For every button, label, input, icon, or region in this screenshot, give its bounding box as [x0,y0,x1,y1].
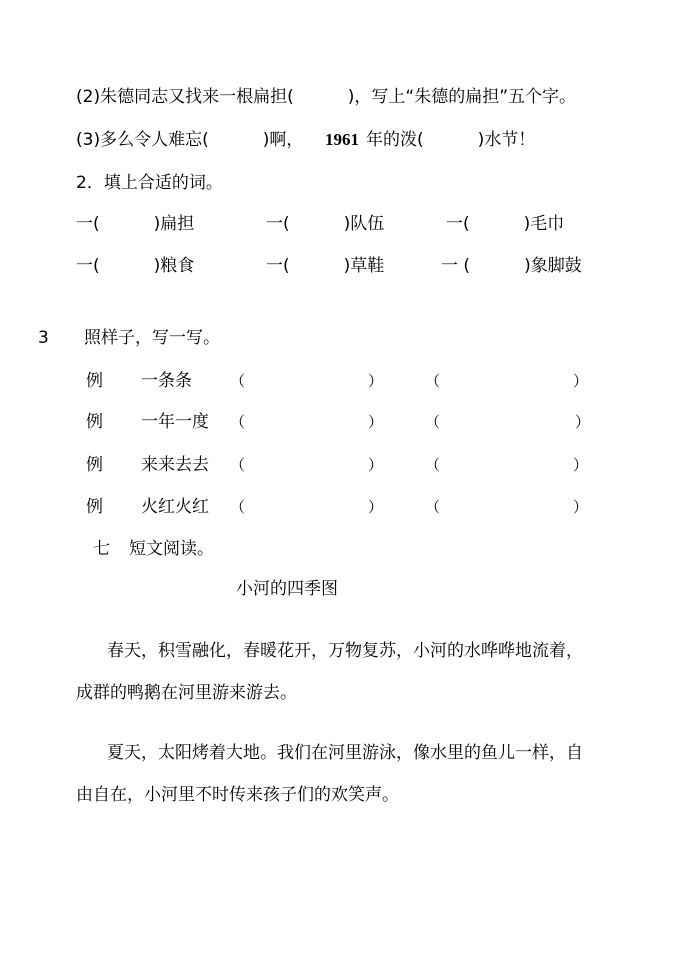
q3-row2-paren-open-1: （ [230,413,246,431]
q2-row1-item2: 一( )队伍 [266,214,385,234]
passage-p2-line2: 由自在，小河里不时传来孩子们的欢笑声。 [76,785,399,805]
section7-heading: 短文阅读。 [129,539,214,559]
q3-row2-label: 例 [86,412,103,432]
q1-line-3-year: 1961 [325,130,359,149]
q3-number: 3 [38,328,49,348]
q3-row1-paren-open-2: （ [425,372,441,390]
passage-title: 小河的四季图 [236,579,338,599]
passage-p2-line1: 夏天，太阳烤着大地。我们在河里游泳，像水里的鱼儿一样，自 [107,743,583,763]
passage-p1-line1: 春天，积雪融化，春暖花开，万物复苏，小河的水哗哗地流着， [107,641,583,661]
q3-row2-paren-close-2: ） [575,413,591,431]
q3-row4-example: 火红火红 [141,497,209,517]
q1-line-3a: (3)多么令人难忘( )啊， [76,130,304,150]
q3-row4-paren-close-1: ） [368,498,384,516]
section7-number: 七 [93,539,110,559]
q3-heading: 照样子，写一写。 [84,328,220,348]
q3-row3-paren-open-1: （ [230,456,246,474]
q3-row3-label: 例 [86,455,103,475]
q2-row2-item3: 一 ( )象脚鼓 [441,256,582,276]
q1-line-3b: 年的泼( )水节！ [366,130,536,150]
q2-row2-item1: 一( )粮食 [76,256,195,276]
q3-row2-paren-close-1: ） [368,413,384,431]
q3-row4-paren-open-2: （ [425,498,441,516]
passage-p1-line2: 成群的鸭鹅在河里游来游去。 [76,683,297,703]
q1-line-2: (2)朱德同志又找来一根扁担( )，写上“朱德的扁担”五个字。 [76,87,576,107]
q3-row1-paren-close-2: ） [573,372,589,390]
q3-row1-example: 一条条 [141,371,192,391]
q3-row1-paren-close-1: ） [368,372,384,390]
q3-row3-paren-open-2: （ [425,456,441,474]
q3-row4-label: 例 [86,497,103,517]
q2-row1-item1: 一( )扁担 [76,214,195,234]
q3-row1-label: 例 [86,371,103,391]
q3-row3-paren-close-2: ） [573,456,589,474]
q3-row2-paren-open-2: （ [425,413,441,431]
q3-row4-paren-close-2: ） [573,498,589,516]
q2-row2-item2: 一( )草鞋 [266,256,385,276]
q3-row2-example: 一年一度 [141,412,209,432]
q3-row1-paren-open-1: （ [230,372,246,390]
q2-row1-item3: 一( )毛巾 [446,214,565,234]
q3-row4-paren-open-1: （ [230,498,246,516]
q2-heading: 2．填上合适的词。 [76,173,223,193]
q3-row3-paren-close-1: ） [368,456,384,474]
q3-row3-example: 来来去去 [141,455,209,475]
